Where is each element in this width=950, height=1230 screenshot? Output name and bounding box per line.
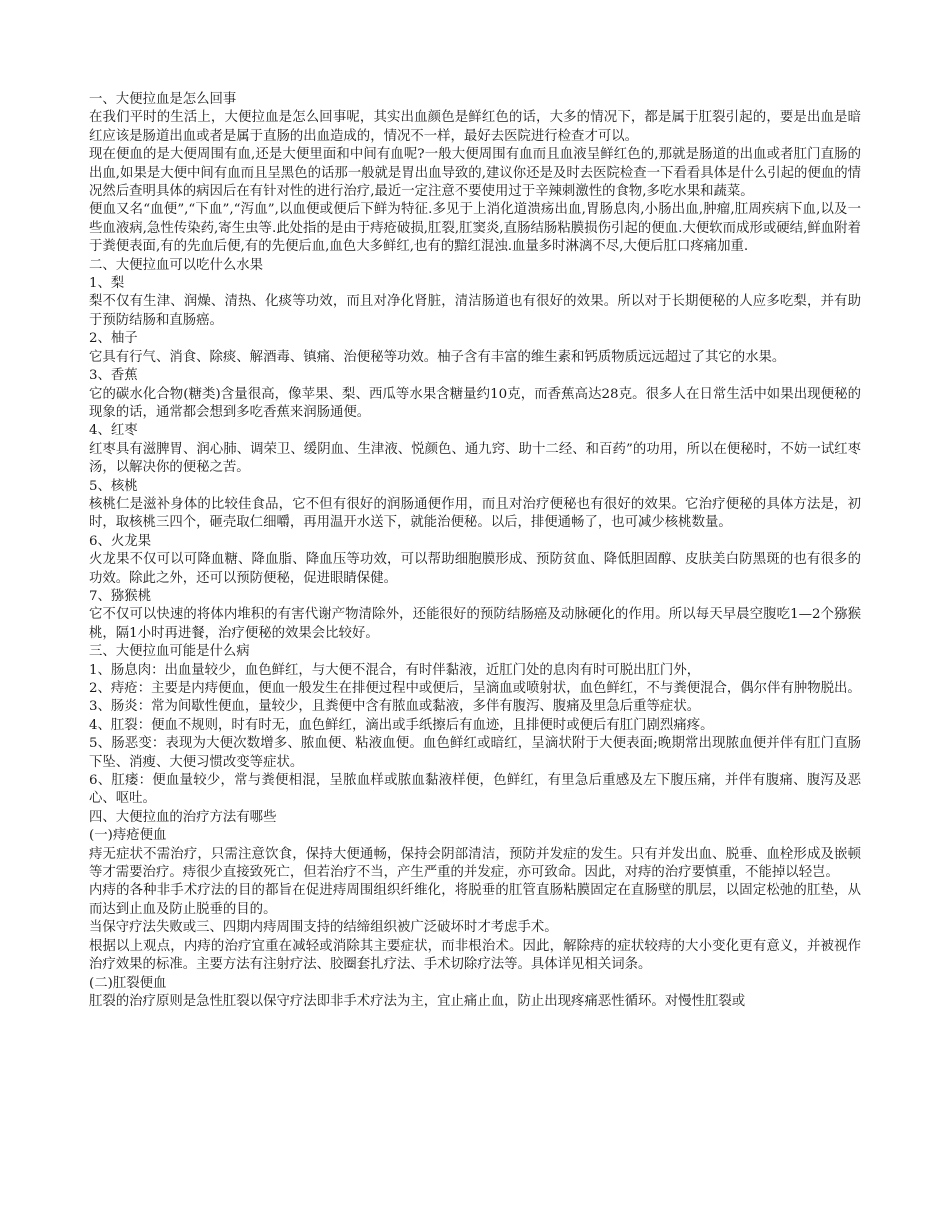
document-body [89, 91, 861, 1011]
subheading-hemorrhoid: (一)痔疮便血 [89, 828, 167, 844]
subheading-anal-fissure: (二)肛裂便血 [89, 975, 167, 991]
list-item: 4、肛裂：便血不规则，时有时无，血色鲜红，滴出或手纸擦后有血迹，且排便时或便后有肛门剧烈痛疼。 [89, 717, 714, 733]
paragraph: 在我们平时的生活上，大便拉血是怎么回事呢，其实出血颜色是鲜红色的话，大多的情况下，都是属于肛裂引起的，要是出血是暗红应该是肠道出血或者是属于直肠的出血造成的，情况不一样，最好去医院进行检查才可以。 [89, 110, 861, 144]
subheading-kiwi: 7、猕猴桃 [89, 588, 152, 604]
list-item: 3、肠炎：常为间歇性便血，量较少，且粪便中含有脓血或黏液，多伴有腹泻、腹痛及里急后重等症状。 [89, 699, 701, 715]
paragraph: 便血又名“血便”,“下血”,“泻血”,以血便或便后下鲜为特征.多见于上消化道溃疡出血,胃肠息肉,小肠出血,肿瘤,肛周疾病下血,以及一些血液病,急性传染药,寄生虫等.此处指的是由于痔疮破损,肛裂,肛窦炎,直肠结肠粘膜损伤引起的便血.大便软而成形或硬结,鲜血附着于粪便表面,有的先血后便,有的先便后血,血色大多鲜红,也有的黯红混浊.血量多时淋漓不尽,大便后肛口疼痛加重. [89, 202, 861, 255]
paragraph: 痔无症状不需治疗，只需注意饮食，保持大便通畅，保持会阴部清洁，预防并发症的发生。只有并发出血、脱垂、血栓形成及嵌顿等才需要治疗。痔很少直接致死亡，但若治疗不当，产生严重的并发症，亦可致命。因此，对痔的治疗要慎重，不能掉以轻岂。 [89, 846, 861, 881]
paragraph: 现在便血的是大便周围有血,还是大便里面和中间有血呢?一般大便周围有血而且血液呈鲜红色的,那就是肠道的出血或者肛门直肠的出血,如果是大便中间有血而且呈黑色的话那一般就是胃出血导致的,建议你还是及时去医院检查一下看看具体是什么引起的便血的情况然后查明具体的病因后在有针对性的进行治疗,最近一定注意不要使用过于辛辣刺激性的食物,多吃水果和蔬菜。 [89, 147, 861, 200]
subheading-banana: 3、香蕉 [89, 368, 138, 384]
paragraph: 内痔的各种非手术疗法的目的都旨在促进痔周围组织纤维化，将脱垂的肛管直肠粘膜固定在直肠壁的肌层，以固定松弛的肛垫，从而达到止血及防止脱垂的目的。 [89, 883, 861, 917]
paragraph: 肛裂的治疗原则是急性肛裂以保守疗法即非手术疗法为主，宜止痛止血，防止出现疼痛恶性循环。对慢性肛裂或 [89, 993, 746, 1009]
list-item: 6、肛瘘：便血量较少，常与粪便相混，呈脓血样或脓血黏液样便，色鲜红，有里急后重感及左下腹压痛，并伴有腹痛、腹泻及恶心、呕吐。 [89, 773, 861, 807]
subheading-dragonfruit: 6、火龙果 [89, 533, 152, 549]
paragraph: 梨不仅有生津、润燥、清热、化痰等功效，而且对净化肾脏，清洁肠道也有很好的效果。所以对于长期便秘的人应多吃梨，并有助于预防结肠和直肠癌。 [89, 294, 861, 328]
subheading-pear: 1、梨 [89, 276, 125, 292]
paragraph: 核桃仁是滋补身体的比较佳食品，它不但有很好的润肠通便作用，而且对治疗便秘也有很好的效果。它治疗便秘的具体方法是，初时，取核桃三四个，砸壳取仁细嚼，再用温开水送下，就能治便秘。以后，排便通畅了，也可减少核桃数量。 [89, 496, 861, 531]
paragraph: 火龙果不仅可以可降血糖、降血脂、降血压等功效，可以帮助细胞膜形成、预防贫血、降低胆固醇、皮肤美白防黑斑的也有很多的功效。除此之外，还可以预防便秘，促进眼睛保健。 [89, 552, 861, 586]
list-item: 1、肠息肉：出血量较少，血色鲜红，与大便不混合，有时伴黏液，近肛门处的息肉有时可脱出肛门外， [89, 662, 701, 678]
section-heading-1: 一、大便拉血是怎么回事 [89, 92, 237, 107]
paragraph: 根据以上观点，内痔的治疗宜重在减轻或消除其主要症状，而非根治术。因此，解除痔的症状较痔的大小变化更有意义，并被视作治疗效果的标准。主要方法有注射疗法、胶圈套扎疗法、手术切除疗法等。具体详见相关词条。 [89, 938, 861, 973]
paragraph: 它具有行气、消食、除痰、解酒毒、镇痛、治便秘等功效。柚子含有丰富的维生素和钙质物质远远超过了其它的水果。 [89, 349, 786, 365]
list-item: 2、痔疮：主要是内痔便血，便血一般发生在排便过程中或便后，呈滴血或喷射状，血色鲜红，不与粪便混合，偶尔伴有肿物脱出。 [89, 681, 861, 696]
subheading-walnut: 5、核桃 [89, 478, 138, 494]
paragraph: 当保守疗法失败或三、四期内痔周围支持的结缔组织被广泛破坏时才考虑手术。 [89, 920, 558, 936]
section-heading-2: 二、大便拉血可以吃什么水果 [89, 257, 264, 273]
paragraph: 红枣具有滋脾胃、润心肺、调荣卫、缓阴血、生津液、悦颜色、通九窍、助十二经、和百药”的功用，所以在便秘时，不妨一试红枣汤，以解决你的便秘之苦。 [89, 441, 861, 476]
section-heading-4: 四、大便拉血的治疗方法有哪些 [89, 809, 277, 825]
list-item: 5、肠恶变：表现为大便次数增多、脓血便、粘液血便。血色鲜红或暗红，呈滴状附于大便表面;晚期常出现脓血便并伴有肛门直肠下坠、消瘦、大便习惯改变等症状。 [89, 736, 861, 770]
paragraph: 它的碳水化合物(糖类)含量很高，像苹果、梨、西瓜等水果含糖量约10克，而香蕉高达28克。很多人在日常生活中如果出现便秘的现象的话，通常都会想到多吃香蕉来润肠通便。 [89, 386, 861, 420]
subheading-pomelo: 2、柚子 [89, 331, 138, 347]
subheading-jujube: 4、红枣 [89, 423, 138, 439]
section-heading-3: 三、大便拉血可能是什么病 [89, 644, 250, 660]
paragraph: 它不仅可以快速的将体内堆积的有害代谢产物清除外，还能很好的预防结肠癌及动脉硬化的作用。所以每天早晨空腹吃1—2个猕猴桃，隔1小时再进餐，治疗便秘的效果会比较好。 [89, 607, 861, 641]
